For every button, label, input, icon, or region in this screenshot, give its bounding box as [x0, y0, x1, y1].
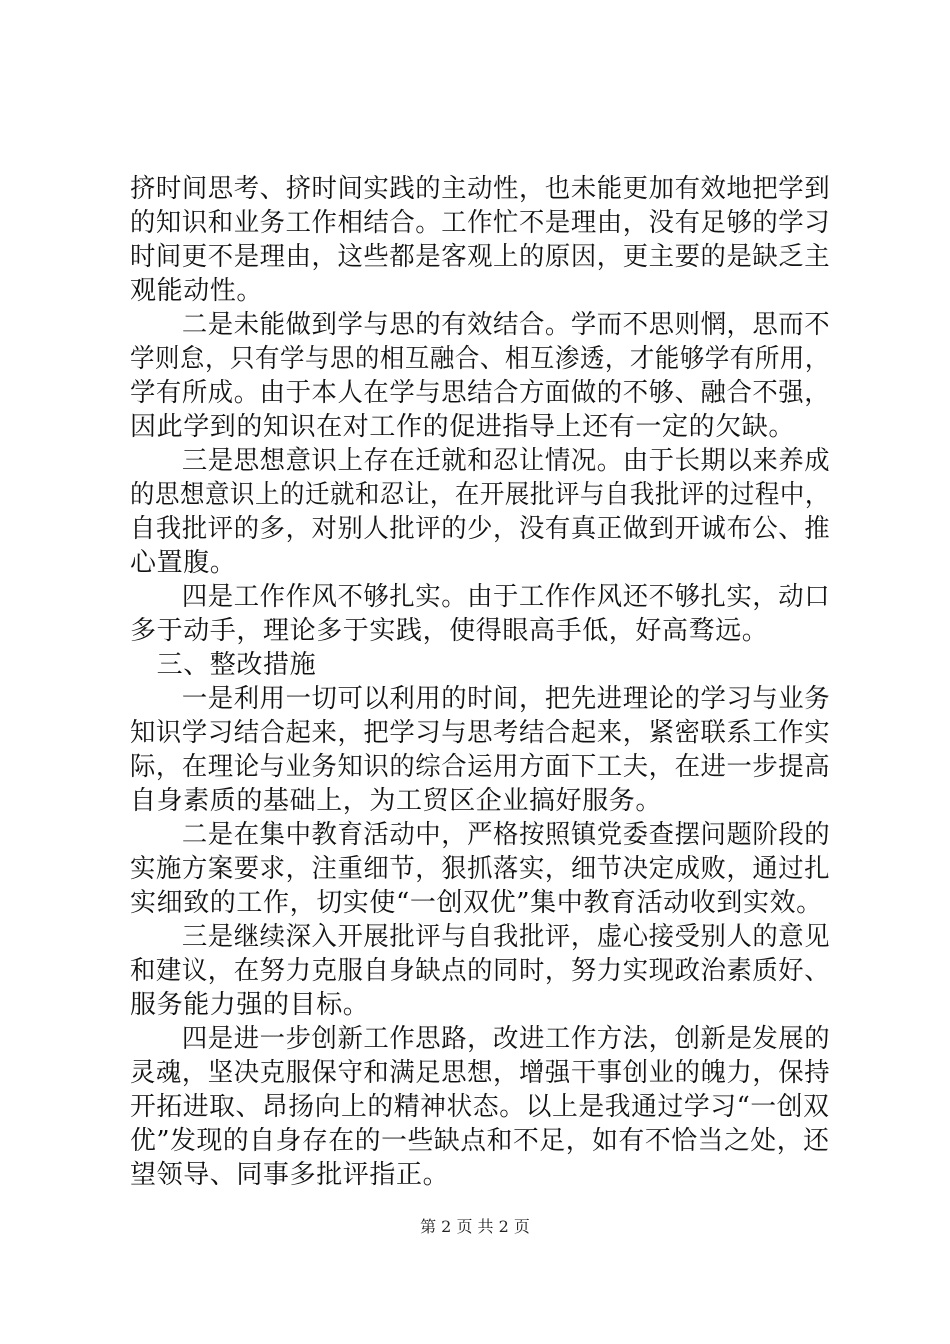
text-line: 开拓进取、昂扬向上的精神状态。以上是我通过学习“一创双 — [130, 1092, 830, 1122]
text-line: 心置腹。 — [130, 548, 237, 578]
text-line: 实细致的工作，切实使“一创双优”集中教育活动收到实效。 — [130, 888, 823, 918]
text-line: 多于动手，理论多于实践，使得眼高手低，好高骛远。 — [130, 616, 769, 646]
text-line: 实施方案要求，注重细节，狠抓落实，细节决定成败，通过扎 — [130, 854, 831, 884]
text-line: 二是未能做到学与思的有效结合。学而不思则惘，思而不 — [130, 310, 831, 340]
text-line: 的思想意识上的迁就和忍让，在开展批评与自我批评的过程中， — [130, 480, 830, 510]
text-line: 三、整改措施 — [130, 650, 317, 680]
text-line: 因此学到的知识在对工作的促进指导上还有一定的欠缺。 — [130, 412, 796, 442]
text-line: 知识学习结合起来，把学习与思考结合起来，紧密联系工作实 — [130, 718, 831, 748]
text-line: 学有所成。由于本人在学与思结合方面做的不够、融合不强， — [130, 378, 831, 408]
text-line: 四是进一步创新工作思路，改进工作方法，创新是发展的 — [130, 1024, 831, 1054]
text-line: 学则怠，只有学与思的相互融合、相互渗透，才能够学有所用， — [130, 344, 830, 374]
text-line: 际，在理论与业务知识的综合运用方面下工夫，在进一步提高 — [130, 752, 831, 782]
text-line: 三是思想意识上存在迁就和忍让情况。由于长期以来养成 — [130, 446, 831, 476]
text-line: 自身素质的基础上，为工贸区企业搞好服务。 — [130, 786, 663, 816]
text-line: 望领导、同事多批评指正。 — [130, 1160, 450, 1190]
text-line: 二是在集中教育活动中，严格按照镇党委查摆问题阶段的 — [130, 820, 831, 850]
text-line: 的知识和业务工作相结合。工作忙不是理由，没有足够的学习 — [130, 208, 831, 238]
text-line: 灵魂，坚决克服保守和满足思想，增强干事创业的魄力，保持 — [130, 1058, 831, 1088]
page-footer: 第 2 页 共 2 页 — [420, 1217, 530, 1236]
text-line: 挤时间思考、挤时间实践的主动性，也未能更加有效地把学到 — [130, 174, 831, 204]
text-line: 时间更不是理由，这些都是客观上的原因，更主要的是缺乏主 — [130, 242, 831, 272]
document-body — [130, 172, 830, 1192]
text-line: 和建议，在努力克服自身缺点的同时，努力实现政治素质好、 — [130, 956, 831, 986]
text-line: 三是继续深入开展批评与自我批评，虚心接受别人的意见 — [130, 922, 831, 952]
text-line: 优”发现的自身存在的一些缺点和不足，如有不恰当之处，还 — [130, 1126, 830, 1156]
text-line: 服务能力强的目标。 — [130, 990, 370, 1020]
text-line: 观能动性。 — [130, 276, 264, 306]
text-line: 一是利用一切可以利用的时间，把先进理论的学习与业务 — [130, 684, 831, 714]
text-line: 自我批评的多，对别人批评的少，没有真正做到开诚布公、推 — [130, 514, 831, 544]
text-line: 四是工作作风不够扎实。由于工作作风还不够扎实，动口 — [130, 582, 831, 612]
